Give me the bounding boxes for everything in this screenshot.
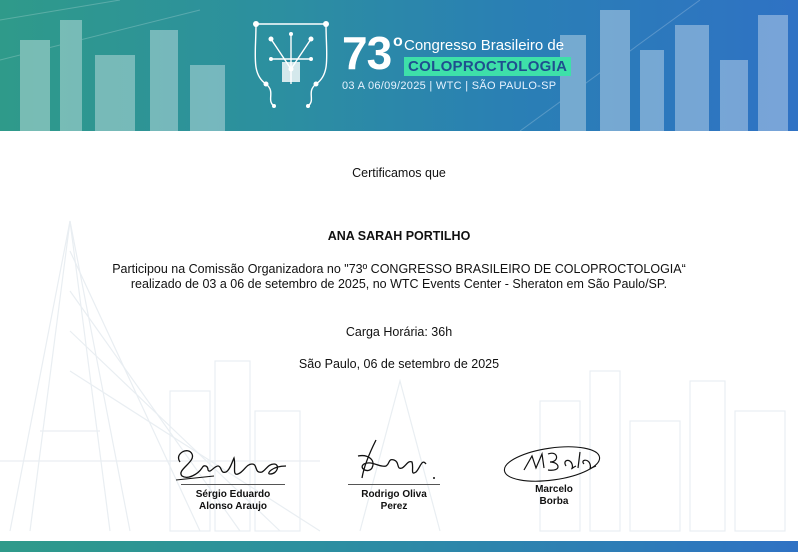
- place-date-text: São Paulo, 06 de setembro de 2025: [298, 357, 500, 371]
- handwritten-signature-1: [174, 440, 292, 484]
- header-banner: [0, 0, 798, 131]
- footer-color-bar: [0, 541, 798, 552]
- signer-2-name-line-1: Rodrigo Oliva: [361, 489, 427, 500]
- specialty-title: COLOPROCTOLOGIA: [404, 57, 571, 76]
- edition-number: 73: [342, 27, 392, 79]
- city-skyline-graphic: [0, 0, 798, 131]
- handwritten-signature-2: [346, 438, 442, 484]
- recipient-name: ANA SARAH PORTILHO: [327, 229, 471, 243]
- congress-logo-emblem: [246, 14, 336, 110]
- edition-ordinal: o: [393, 33, 403, 50]
- signer-3-name-line-1: Marcelo: [535, 484, 573, 495]
- signer-3-name-line-2: Borba: [539, 496, 569, 507]
- signer-2-name-line-2: Perez: [380, 501, 408, 512]
- signature-block-3: [500, 440, 608, 508]
- signer-1-name-line-1: Sérgio Eduardo: [195, 489, 271, 500]
- workload-text: Carga Horária: 36h: [345, 325, 453, 339]
- body-line-2: realizado de 03 a 06 de setembro de 2025, no WTC Events Center - Sheraton em São Paulo/SP.: [130, 277, 668, 291]
- signature-block-1: [174, 440, 292, 513]
- signature-block-2: [346, 438, 442, 513]
- handwritten-signature-3: [500, 440, 608, 484]
- certificate-body: [0, 262, 798, 292]
- intro-text: Certificamos que: [352, 166, 446, 180]
- body-line-1: Participou na Comissão Organizadora no "73º CONGRESSO BRASILEIRO DE COLOPROCTOLOGIA“: [112, 262, 686, 276]
- congress-title: Congresso Brasileiro de: [404, 37, 565, 54]
- event-dates-location: 03 A 06/09/2025 | WTC | SÃO PAULO-SP: [342, 80, 557, 92]
- signer-1-name-line-2: Alonso Araujo: [199, 501, 267, 512]
